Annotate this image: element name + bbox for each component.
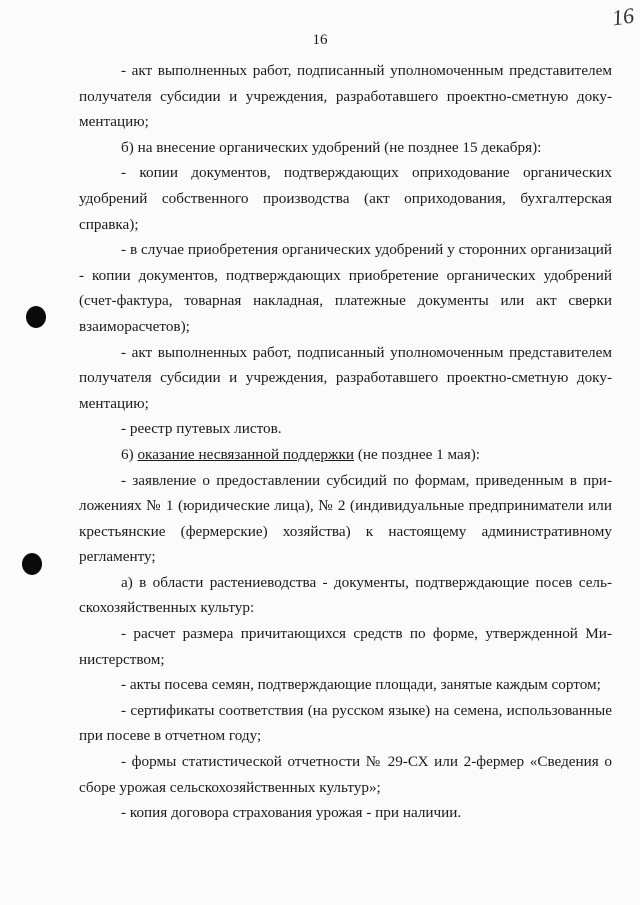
- paragraph: а) в области растениеводства - документы, подтверждающие посев сельскохозяйственных культур:: [79, 573, 612, 617]
- page-number: 16: [312, 32, 328, 48]
- handwritten-page-mark: 16: [610, 2, 636, 31]
- paragraph: - копии документов, подтверждающих оприходование органических удобрений собственного производства (акт оприходования, бухгалтерская справка);: [79, 164, 612, 233]
- document-body: [79, 58, 612, 826]
- paragraph: - акт выполненных работ, подписанный уполномоченным представителем получателя субсидии и учреждения, разработавшего проектно-сметную документацию;: [79, 343, 612, 412]
- paragraph: - акт выполненных работ, подписанный уполномоченным представителем получателя субсидии и учреждения, разработавшего проектно-сметную документацию;: [79, 62, 612, 131]
- section-prefix: 6): [121, 445, 138, 463]
- paragraph: б) на внесение органических удобрений (не позднее 15 декабря):: [121, 138, 542, 156]
- paragraph: - копия договора страхования урожая - при наличии.: [121, 804, 462, 822]
- paragraph: - в случае приобретения органических удобрений у сторонних организаций - копии документов, подтверждающих приобретение органических удобрений (счет-фактура, товарная накладная, платежные документы или акт сверки взаиморасчетов);: [79, 241, 612, 335]
- section-suffix: (не позднее 1 мая):: [354, 445, 481, 463]
- paragraph: - формы статистической отчетности № 29-СХ или 2-фермер «Сведения о сборе урожая сельскохозяйственных культур»;: [79, 753, 612, 796]
- paragraph: - акты посева семян, подтверждающие площади, занятые каждым сортом;: [121, 676, 601, 694]
- punch-hole-icon: [22, 553, 42, 575]
- paragraph: - заявление о предоставлении субсидий по формам, приведенным в приложениях № 1 (юридические лица), № 2 (индивидуальные предприниматели или крестьянские (фермерские) хозяйства) к настоящему административному регламенту;: [79, 471, 612, 566]
- paragraph: - расчет размера причитающихся средств по форме, утвержденной Министерством;: [79, 625, 612, 668]
- paragraph: - реестр путевых листов.: [121, 420, 282, 438]
- paragraph-section-6: [79, 442, 612, 468]
- paragraph: - сертификаты соответствия (на русском языке) на семена, использованные при посеве в отчетном году;: [79, 701, 612, 745]
- punch-hole-icon: [26, 306, 46, 328]
- section-heading-underlined: оказание несвязанной поддержки: [137, 445, 355, 463]
